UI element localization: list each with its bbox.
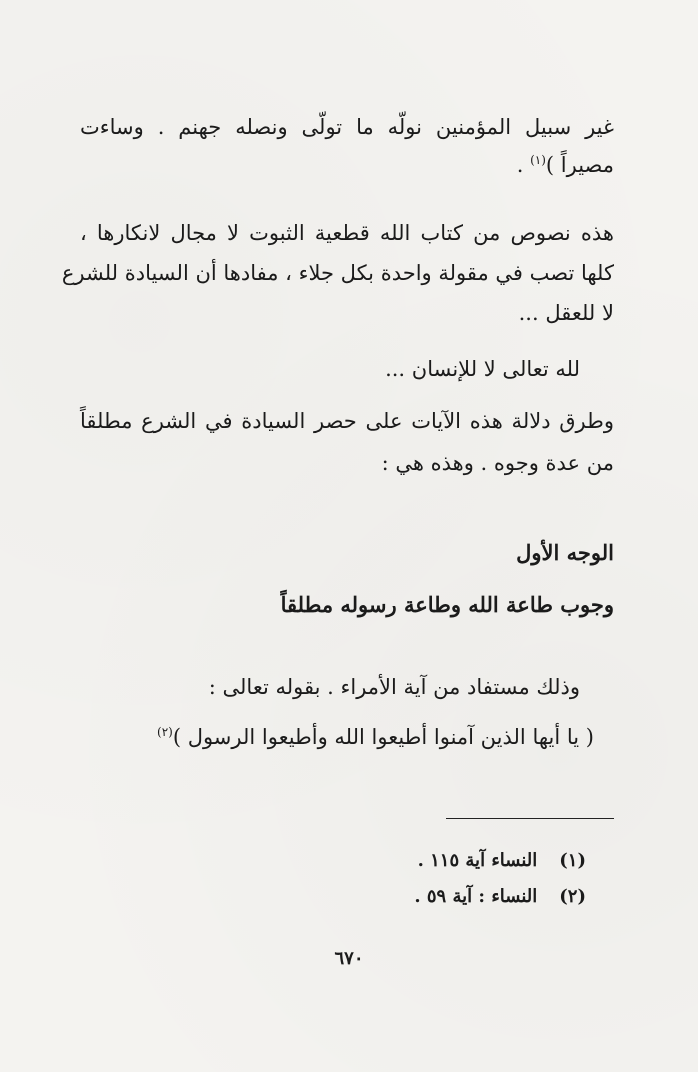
text-line-11 bbox=[209, 672, 580, 702]
text-line-1 bbox=[80, 112, 614, 142]
text-line-11-content: وذلك مستفاد من آية الأمراء . بقوله تعالى : bbox=[208, 675, 580, 699]
text-line-5-content: لا للعقل ... bbox=[518, 301, 614, 325]
section-subheading bbox=[281, 590, 614, 620]
text-line-4-content: كلها تصب في مقولة واحدة بكل جلاء ، مفادها أن السيادة للشرع bbox=[61, 261, 614, 285]
footnote-divider bbox=[446, 818, 614, 819]
section-subheading-text: وجوب طاعة الله وطاعة رسوله مطلقاً bbox=[280, 592, 614, 617]
footnote-2-text: النساء : آية ٥٩ . bbox=[414, 886, 538, 907]
footnote-ref-2: (٢) bbox=[157, 725, 173, 739]
text-line-8-content: من عدة وجوه . وهذه هي : bbox=[381, 451, 614, 475]
text-line-2-content: مصيراً ) bbox=[545, 153, 614, 177]
text-line-6-content: لله تعالى لا للإنسان ... bbox=[385, 357, 580, 381]
text-line-7 bbox=[80, 406, 614, 436]
text-line-2-suffix: . bbox=[516, 153, 531, 177]
footnote-2 bbox=[414, 884, 586, 910]
footnote-2-number: (٢) bbox=[559, 886, 586, 907]
text-line-1-content: غير سبيل المؤمنين نولّه ما تولّى ونصله جهنم . وساءت bbox=[80, 115, 614, 139]
text-line-5 bbox=[519, 298, 614, 328]
quran-verse-text: ( يا أيها الذين آمنوا أطيعوا الله وأطيعوا الرسول ) bbox=[172, 725, 594, 749]
text-line-7-content: وطرق دلالة هذه الآيات على حصر السيادة في الشرع مطلقاً bbox=[80, 409, 614, 433]
section-heading-text: الوجه الأول bbox=[516, 540, 614, 565]
text-line-3 bbox=[80, 218, 614, 248]
footnote-1 bbox=[418, 848, 586, 874]
footnote-1-text: النساء آية ١١٥ . bbox=[417, 850, 538, 871]
text-line-8 bbox=[382, 448, 614, 478]
quran-verse-line bbox=[157, 722, 594, 752]
page-number: ٦٧٠ bbox=[334, 948, 364, 969]
footnote-1-number: (١) bbox=[559, 850, 586, 871]
footnote-ref-1: (١) bbox=[530, 153, 546, 167]
text-line-2 bbox=[517, 150, 614, 180]
text-line-3-content: هذه نصوص من كتاب الله قطعية الثبوت لا مجال لانكارها ، bbox=[80, 221, 614, 245]
text-line-6 bbox=[385, 354, 580, 384]
text-line-4 bbox=[61, 258, 614, 288]
section-heading bbox=[516, 538, 614, 568]
